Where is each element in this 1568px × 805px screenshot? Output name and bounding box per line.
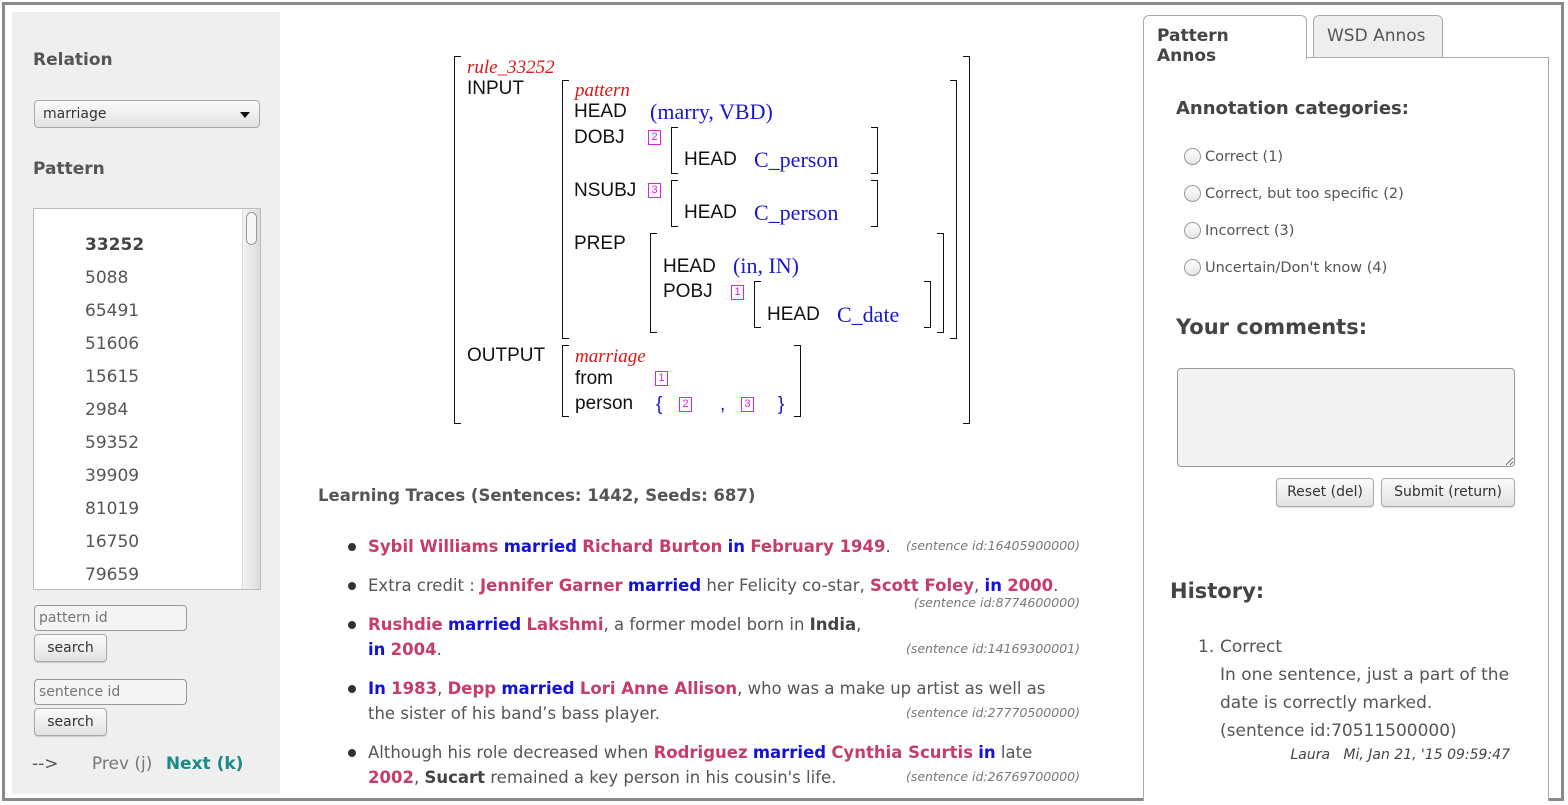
- head-label: HEAD: [574, 101, 627, 122]
- bracket-right: [794, 345, 801, 417]
- entity-mention: February 1949: [750, 537, 886, 556]
- sentence-fragment: .: [1053, 576, 1059, 595]
- sentence-fragment: Sucart: [424, 768, 486, 787]
- pattern-navigation: [32, 754, 243, 774]
- radio-button[interactable]: [1184, 259, 1201, 276]
- pobj-label: POBJ: [663, 281, 713, 302]
- sentence-text: [368, 615, 861, 659]
- bracket-right: [924, 281, 931, 328]
- relation-select-value: marriage: [43, 106, 107, 122]
- pattern-search-button[interactable]: search: [34, 634, 107, 662]
- sentence-fragment: , a former model born in: [603, 615, 810, 634]
- bracket-right: [950, 80, 957, 339]
- sentence-fragment: .: [436, 640, 442, 659]
- radio-label: Incorrect (3): [1205, 223, 1295, 239]
- entity-mention: Sybil Williams: [368, 537, 499, 556]
- set-open-brace: {: [656, 394, 663, 415]
- bracket-left: [454, 56, 461, 424]
- radio-label: Uncertain/Don't know (4): [1205, 260, 1388, 276]
- pattern-id-input[interactable]: [34, 605, 187, 631]
- prep-head-value: (in, IN): [733, 253, 799, 278]
- radio-label: Correct, but too specific (2): [1205, 186, 1404, 202]
- history-user: Laura: [1290, 747, 1331, 763]
- sidebar: [12, 12, 280, 794]
- sentence-id: (sentence id:14169300001): [905, 641, 1080, 656]
- person-label: person: [575, 393, 634, 414]
- tab-wsd-annos[interactable]: WSD Annos: [1313, 15, 1443, 57]
- coref-tag: 3: [741, 397, 754, 412]
- relation-trigger: married: [447, 615, 522, 634]
- radio-button[interactable]: [1184, 148, 1201, 165]
- history-heading: History:: [1170, 579, 1265, 603]
- learning-traces-list: [348, 534, 1083, 800]
- entity-mention: Depp: [447, 679, 497, 698]
- prep-label: PREP: [574, 233, 626, 254]
- relation-trigger: in: [368, 640, 386, 659]
- pattern-item[interactable]: 81019: [85, 499, 140, 519]
- coref-tag: 2: [679, 397, 692, 412]
- prep-head-label: HEAD: [663, 256, 716, 277]
- bracket-right: [963, 56, 970, 424]
- history-item: [1198, 633, 1528, 765]
- entity-mention: 1983: [391, 679, 438, 698]
- history-sentence-id: (sentence id:70511500000): [1220, 721, 1457, 741]
- history-category: Correct: [1220, 637, 1283, 657]
- sentence-id: (sentence id:16405900000): [905, 538, 1080, 553]
- coref-tag: 1: [655, 371, 668, 386]
- relation-trigger: in: [984, 576, 1002, 595]
- nsubj-head-label: HEAD: [684, 202, 737, 223]
- history-list: [1198, 633, 1528, 765]
- entity-mention: Lakshmi: [526, 615, 604, 634]
- trace-sentence: [348, 676, 1083, 740]
- sentence-fragment: ,: [413, 768, 425, 787]
- entity-mention: 2000: [1007, 576, 1054, 595]
- relation-trigger: married: [503, 537, 577, 556]
- pattern-item[interactable]: 2984: [85, 400, 129, 420]
- head-value: (marry, VBD): [650, 99, 773, 124]
- sentence-fragment: ,: [856, 615, 862, 634]
- bracket-left: [562, 345, 569, 417]
- coref-tag: 3: [648, 183, 661, 198]
- pobj-head-value: C_date: [837, 302, 900, 327]
- sentence-fragment: remained a key person in his cousin's life.: [485, 768, 837, 787]
- nsubj-label: NSUBJ: [574, 180, 637, 201]
- entity-mention: Lori Anne Allison: [579, 679, 738, 698]
- history-number: 1.: [1198, 637, 1215, 657]
- input-label: INPUT: [467, 78, 524, 99]
- radio-label: Correct (1): [1205, 149, 1284, 165]
- sentence-fragment: .: [885, 537, 891, 556]
- caret-down-icon: [240, 112, 250, 118]
- sentence-fragment: ,: [974, 576, 985, 595]
- rule-name: rule_33252: [467, 57, 555, 78]
- category-incorrect[interactable]: [1184, 222, 1294, 239]
- bracket-left: [650, 233, 657, 333]
- sentence-text: [368, 537, 891, 556]
- relation-heading: Relation: [33, 50, 113, 70]
- category-correct[interactable]: [1184, 148, 1283, 165]
- coref-tag: 2: [648, 130, 661, 145]
- annotation-categories-heading: Annotation categories:: [1176, 98, 1409, 119]
- bracket-left: [671, 180, 678, 227]
- coref-tag: 1: [731, 285, 744, 300]
- entity-mention: Cynthia Scurtis: [831, 743, 974, 762]
- entity-mention: 2002: [368, 768, 414, 787]
- pattern-heading: Pattern: [33, 159, 105, 179]
- pattern-item[interactable]: 65491: [85, 301, 140, 321]
- arrow-indicator: -->: [32, 754, 59, 774]
- relation-trigger: married: [501, 679, 575, 698]
- dobj-head-label: HEAD: [684, 149, 737, 170]
- pattern-list[interactable]: [33, 208, 261, 590]
- relation-trigger: in: [727, 537, 746, 556]
- set-separator: ,: [720, 394, 726, 415]
- trace-sentence: [348, 573, 1083, 612]
- learning-traces-title: Learning Traces (Sentences: 1442, Seeds: 687): [318, 486, 756, 505]
- relation-trigger: In: [368, 679, 386, 698]
- radio-button[interactable]: [1184, 222, 1201, 239]
- entity-mention: Jennifer Garner: [480, 576, 623, 595]
- sentence-fragment: India: [809, 615, 857, 634]
- bracket-right: [871, 180, 878, 227]
- entity-mention: Rushdie: [368, 615, 443, 634]
- pattern-list-scrollbar[interactable]: [242, 209, 260, 589]
- next-link[interactable]: Next (k): [165, 754, 244, 774]
- pattern-item[interactable]: 39909: [85, 466, 140, 486]
- sentence-fragment: late: [995, 743, 1033, 762]
- relation-trigger: in: [978, 743, 996, 762]
- bracket-left: [562, 80, 569, 339]
- dobj-head-value: C_person: [754, 147, 839, 172]
- history-timestamp: Mi, Jan 21, '15 09:59:47: [1343, 747, 1510, 763]
- pattern-item[interactable]: 15615: [85, 367, 140, 387]
- relation-trigger: married: [627, 576, 702, 595]
- sentence-fragment: Although his role decreased when: [368, 743, 654, 762]
- tab-pattern-annos[interactable]: Pattern Annos: [1143, 15, 1307, 59]
- comments-textarea[interactable]: [1177, 368, 1515, 467]
- output-relation: marriage: [575, 346, 646, 367]
- bracket-right: [871, 127, 878, 174]
- category-correct-too-specific[interactable]: [1184, 185, 1404, 202]
- sentence-id: (sentence id:27770500000): [905, 705, 1080, 720]
- sentence-id: (sentence id:26769700000): [905, 769, 1080, 784]
- sentence-text: [368, 576, 1058, 595]
- bracket-left: [754, 281, 761, 328]
- pattern-item[interactable]: 33252: [85, 235, 145, 255]
- trace-sentence: [348, 612, 1083, 676]
- trace-sentence: [348, 740, 1083, 800]
- sentence-fragment: ,: [437, 679, 448, 698]
- trace-sentence: [348, 534, 1083, 573]
- scrollbar-thumb[interactable]: [246, 212, 257, 245]
- pattern-label: pattern: [575, 80, 630, 101]
- prev-link[interactable]: Prev (j): [91, 754, 153, 774]
- history-comment: In one sentence, just a part of the date is correctly marked.: [1220, 665, 1510, 713]
- entity-mention: Scott Foley: [869, 576, 975, 595]
- submit-button[interactable]: Submit (return): [1381, 478, 1515, 507]
- bracket-left: [671, 127, 678, 174]
- sentence-fragment: , who was a make up artist as well as the sister of his band’s bass player.: [368, 679, 1046, 723]
- comments-heading: Your comments:: [1176, 315, 1368, 339]
- pobj-head-label: HEAD: [767, 304, 820, 325]
- history-meta: [1220, 745, 1528, 765]
- category-uncertain[interactable]: [1184, 259, 1387, 276]
- entity-mention: Richard Burton: [582, 537, 723, 556]
- dobj-label: DOBJ: [574, 127, 625, 148]
- sentence-fragment: her Felicity co-star,: [701, 576, 870, 595]
- nsubj-head-value: C_person: [754, 200, 839, 225]
- bracket-right: [937, 233, 944, 333]
- sentence-fragment: Extra credit :: [368, 576, 481, 595]
- reset-button[interactable]: Reset (del): [1276, 478, 1374, 507]
- from-label: from: [575, 368, 613, 389]
- relation-select[interactable]: [34, 100, 260, 128]
- pattern-item[interactable]: 16750: [85, 532, 140, 552]
- pattern-item[interactable]: 51606: [85, 334, 140, 354]
- radio-button[interactable]: [1184, 185, 1201, 202]
- set-close-brace: }: [778, 394, 785, 415]
- sentence-id: (sentence id:8774600000): [913, 595, 1080, 610]
- entity-mention: 2004: [390, 640, 437, 659]
- entity-mention: Rodriguez: [653, 743, 748, 762]
- pattern-item[interactable]: 5088: [85, 268, 129, 288]
- relation-trigger: married: [752, 743, 827, 762]
- sentence-id-input[interactable]: [34, 679, 187, 705]
- sentence-search-button[interactable]: search: [34, 708, 107, 736]
- pattern-item[interactable]: 59352: [85, 433, 140, 453]
- pattern-item[interactable]: 79659: [85, 565, 140, 585]
- output-label: OUTPUT: [467, 345, 546, 366]
